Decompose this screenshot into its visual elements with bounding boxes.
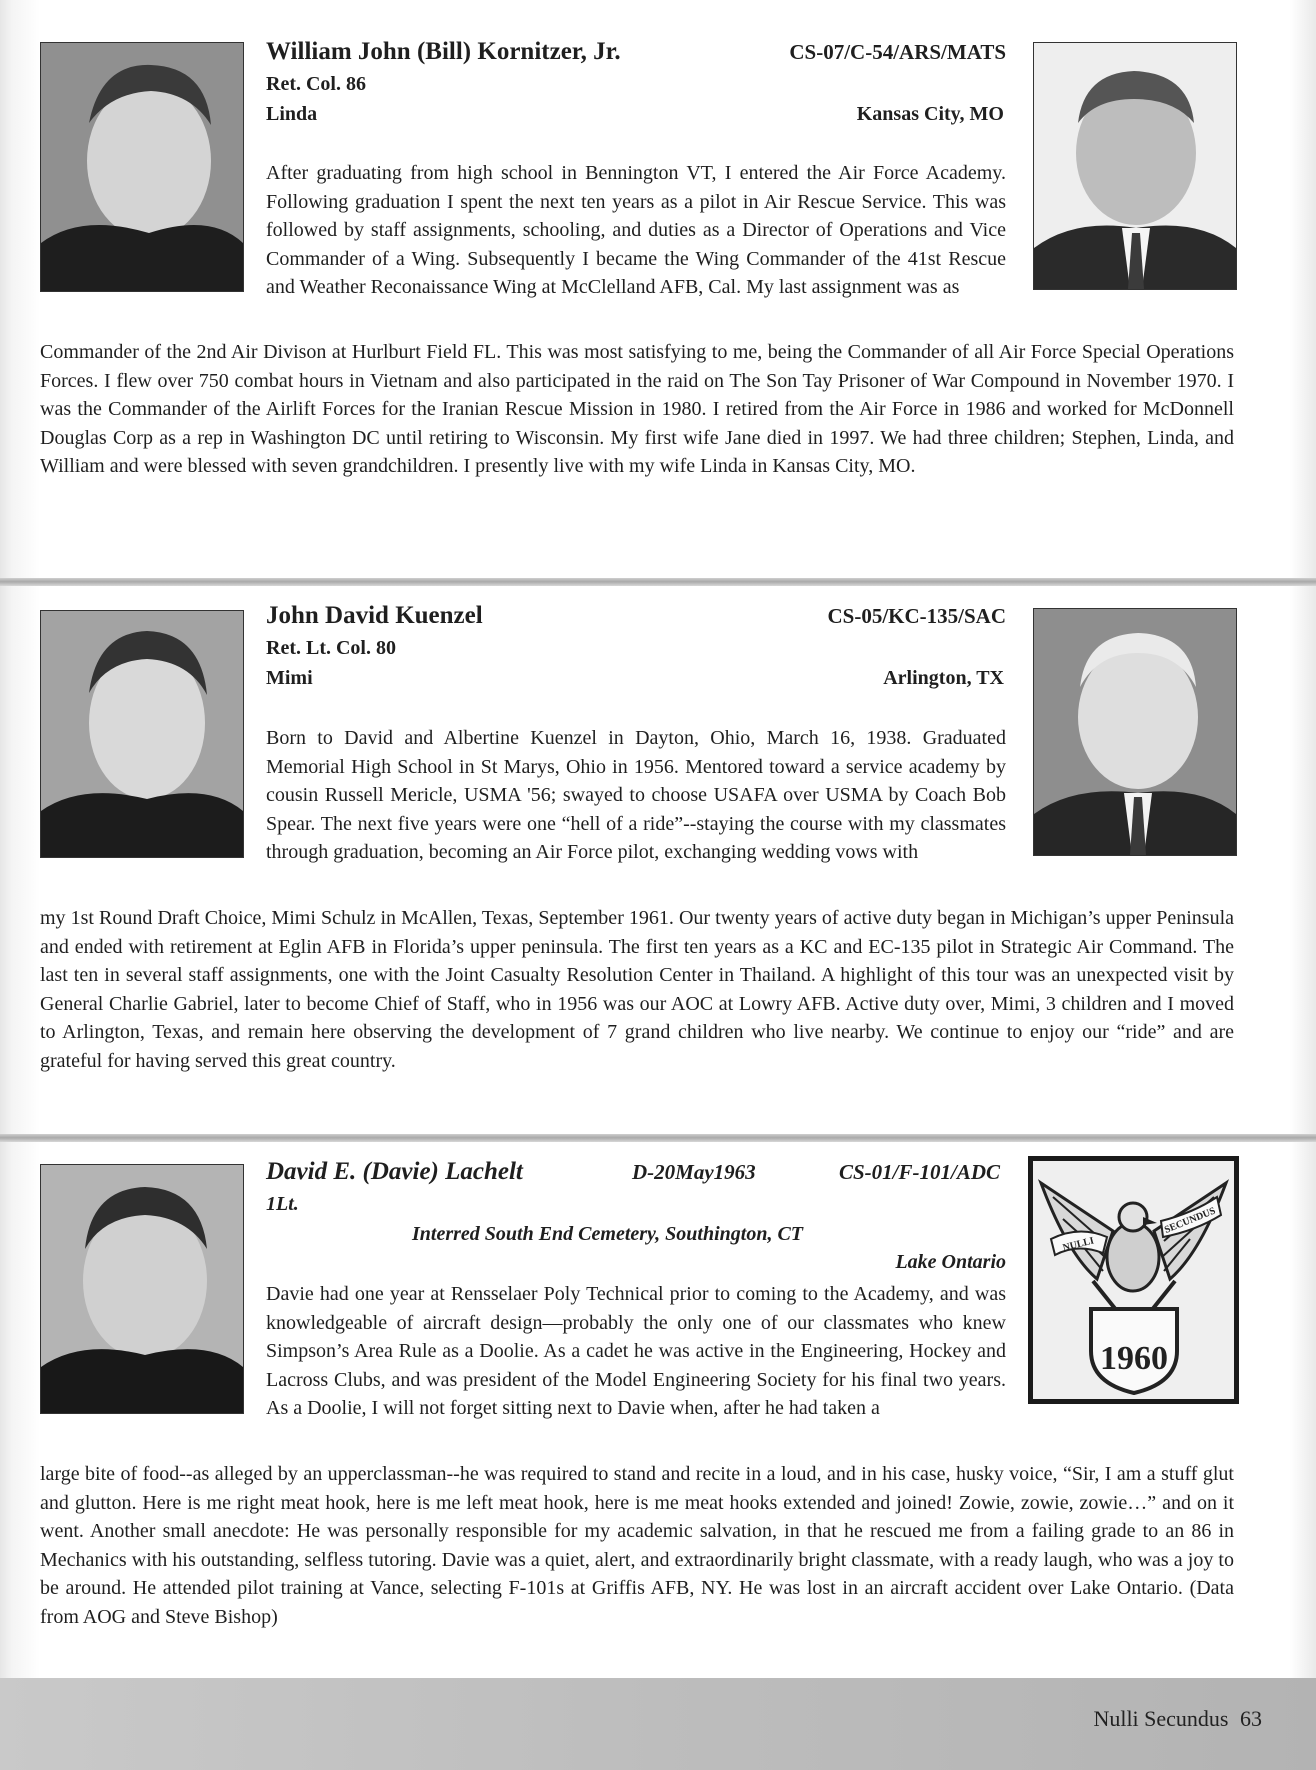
entry-name: David E. (Davie) Lachelt: [266, 1158, 523, 1185]
footer-label: [1093, 1706, 1262, 1732]
entry-bio-rest: large bite of food--as alleged by an upperclassman--he was required to stand and recite in a loud, and in his case, husky voice, “Sir, I am a stuff glut and glutton. Here is me right meat hook, here is me left meat hook, here is me meat hooks extended and joined! Zowie, zowie, zowie…” and on it went. Another small anecdote: He was personally responsible for my academic salvation, in that he rescued me from a failing grade to an 86 in Mechanics with his outstanding, selfless tutoring. Davie was a quiet, alert, and extraordinarily bright classmate, with a ready laugh, who was a joy to be around. He attended pilot training at Vance, selecting F-101s at Griffis AFB, NY. He was lost in an aircraft accident over Lake Ontario. (Data from AOG and Steve Bishop): [40, 1463, 1234, 1628]
eagle-crest-icon: [1033, 1161, 1234, 1399]
footer-page-number: 63: [1240, 1706, 1262, 1731]
class-crest: [1028, 1156, 1239, 1404]
entry-kuenzel: [0, 582, 1316, 1138]
entry-rank: Ret. Lt. Col. 80: [266, 637, 396, 659]
entry-bio-intro: Davie had one year at Rensselaer Poly Technical prior to coming to the Academy, and was knowledgeable of aircraft design—probably the only one of our classmates who knew Simpson’s Area Rule as a Doolie. As a cadet he was active in the Engineering, Hockey and Lacross Clubs, and was president of the Model Engineering Society for his final two years. As a Doolie, I will not forget sitting next to Davie when, after he had taken a: [266, 1283, 1006, 1420]
cadet-photo: [40, 42, 244, 292]
cadet-photo: [40, 1164, 244, 1414]
current-photo: [1033, 608, 1237, 856]
portrait-placeholder-icon: [41, 611, 243, 857]
cadet-photo: [40, 610, 244, 858]
entry-interred: Interred South End Cemetery, Southington, CT: [412, 1223, 804, 1245]
entry-assignment: CS-05/KC-135/SAC: [827, 604, 1006, 628]
portrait-placeholder-icon: [1034, 43, 1236, 289]
entry-bio-rest: my 1st Round Draft Choice, Mimi Schulz in McAllen, Texas, September 1961. Our twenty years of active duty began in Michigan’s upper Peninsula and ended with retirement at Eglin AFB in Florida’s upper peninsula. The first ten years as a KC and EC-135 pilot in Strategic Air Command. The last ten in several staff assignments, one with the Joint Casualty Resolution Center in Thailand. A highlight of this tour was an unexpected visit by General Charlie Gabriel, later to become Chief of Staff, who in 1956 was our AOC at Lowry AFB. Active duty over, Mimi, 3 children and I moved to Arlington, Texas, and remain here observing the development of 7 grand children who live nearby. We continue to enjoy our “ride” and are grateful for having served this great country.: [40, 907, 1234, 1072]
portrait-placeholder-icon: [41, 1165, 243, 1413]
entry-kornitzer: [0, 0, 1316, 582]
portrait-placeholder-icon: [1034, 609, 1236, 855]
entry-spouse: Mimi: [266, 667, 313, 689]
crest-banner-left: NULLI: [1061, 1235, 1096, 1254]
entry-name: John David Kuenzel: [266, 602, 483, 629]
entry-location: Lake Ontario: [895, 1251, 1006, 1273]
entry-bio-intro: Born to David and Albertine Kuenzel in Dayton, Ohio, March 16, 1938. Graduated Memorial High School in St Marys, Ohio in 1956. Mentored toward a service academy by cousin Russell Mericle, USMA '56; swayed to choose USAFA over USMA by Coach Bob Spear. The next five years were one “hell of a ride”--staying the course with my classmates through graduation, becoming an Air Force pilot, exchanging wedding vows with: [266, 727, 1006, 864]
crest-year: 1960: [1100, 1340, 1168, 1377]
entry-name: William John (Bill) Kornitzer, Jr.: [266, 38, 621, 65]
crest-banner-right: SECUNDUS: [1163, 1205, 1218, 1236]
entry-assignment: CS-07/C-54/ARS/MATS: [789, 40, 1006, 64]
entry-spouse: Linda: [266, 103, 318, 125]
entry-location: Arlington, TX: [883, 667, 1004, 689]
entry-rank: Ret. Col. 86: [266, 73, 366, 95]
entry-assignment: CS-01/F-101/ADC: [838, 1160, 1000, 1184]
entry-location: Kansas City, MO: [856, 103, 1004, 125]
entry-death-date: D-20May1963: [632, 1160, 756, 1184]
footer-book-title: Nulli Secundus: [1093, 1706, 1229, 1731]
entry-bio-intro: After graduating from high school in Bennington VT, I entered the Air Force Academy. Following graduation I spent the next ten years as a pilot in Air Rescue Service. This was followed by staff assignments, schooling, and duties as a Director of Operations and Vice Commander of a Wing. Subsequently I became the Wing Commander of the 41st Rescue and Weather Reconaissance Wing at McClelland AFB, Cal. My last assignment was as: [266, 162, 1006, 299]
entry-bio-rest: Commander of the 2nd Air Divison at Hurlburt Field FL. This was most satisfying to me, being the Commander of all Air Force Special Operations Forces. I flew over 750 combat hours in Vietnam and also participated in the raid on The Son Tay Prisoner of War Compound in November 1970. I was the Commander of the Airlift Forces for the Iranian Rescue Mission in 1980. I retired from the Air Force in 1986 and worked for McDonnell Douglas Corp as a rep in Washington DC until retiring to Wisconsin. My first wife Jane died in 1997. We had three children; Stephen, Linda, and William and were blessed with seven grandchildren. I presently live with my wife Linda in Kansas City, MO.: [40, 341, 1234, 478]
current-photo: [1033, 42, 1237, 290]
portrait-placeholder-icon: [41, 43, 243, 291]
entry-rank: 1Lt.: [266, 1193, 299, 1215]
